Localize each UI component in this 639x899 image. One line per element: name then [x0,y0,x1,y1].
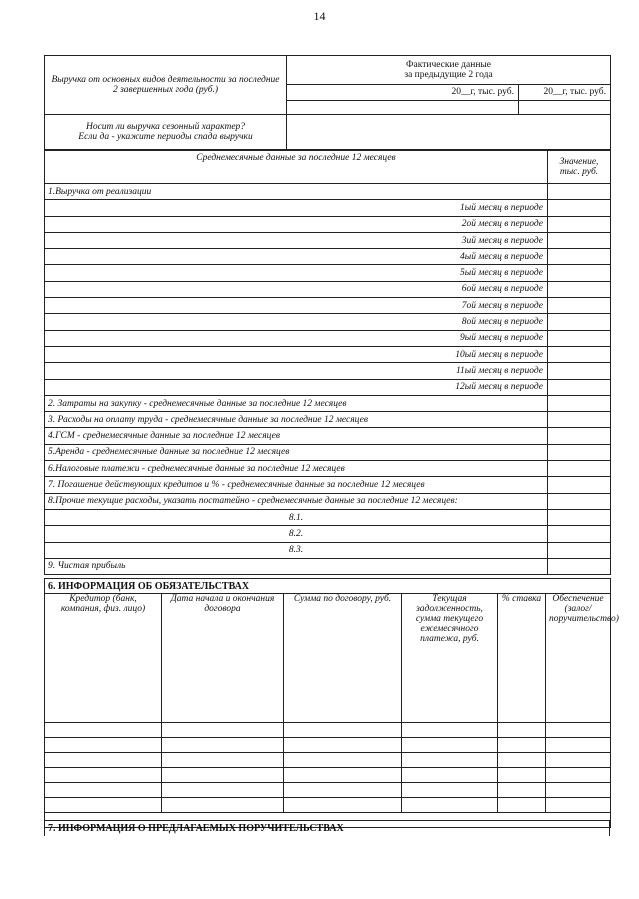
actual-header-line1: Фактические данные [406,59,492,70]
value-cell[interactable] [548,444,611,460]
obligations-title: 6. ИНФОРМАЦИЯ ОБ ОБЯЗАТЕЛЬСТВАХ [45,579,611,594]
table-cell[interactable] [498,723,546,738]
seasonal-label [45,115,287,150]
month-label: 7ой месяц в периоде [45,298,548,314]
value-cell[interactable] [548,200,611,216]
table-cell[interactable] [284,738,402,753]
year2-label: 20__г, тыс. руб. [519,84,611,100]
month-label: 3ий месяц в периоде [45,232,548,248]
value-cell[interactable] [548,298,611,314]
table-cell[interactable] [402,738,498,753]
value-cell[interactable] [548,395,611,411]
value-cell[interactable] [548,461,611,477]
month-label: 8ой месяц в периоде [45,314,548,330]
table-cell[interactable] [498,783,546,798]
table-cell[interactable] [546,768,611,783]
seasonal-answer-cell[interactable] [287,115,611,150]
guarantees-title: 7. ИНФОРМАЦИЯ О ПРЕДЛАГАЕМЫХ ПОРУЧИТЕЛЬСТВАХ [45,821,610,837]
table-cell[interactable] [162,738,284,753]
value-cell[interactable] [548,542,611,558]
table-cell[interactable] [45,798,162,813]
value-cell[interactable] [548,526,611,542]
month-label: 4ый месяц в периоде [45,249,548,265]
table-cell[interactable] [284,798,402,813]
table-cell[interactable] [498,753,546,768]
month-label: 10ый месяц в периоде [45,346,548,362]
sales-label: 1.Выручка от реализации [45,184,548,200]
table-cell[interactable] [402,768,498,783]
table-cell[interactable] [402,783,498,798]
value-cell[interactable] [548,558,611,574]
table-cell[interactable] [546,723,611,738]
table-cell[interactable] [498,798,546,813]
table-cell[interactable] [546,783,611,798]
obligations-table [44,578,619,828]
value-cell[interactable] [548,216,611,232]
month-label: 12ый месяц в периоде [45,379,548,395]
year2-value-cell[interactable] [519,101,611,115]
seasonal-label-line2: Если да - укажите периоды спада выручки [78,132,253,142]
table-cell[interactable] [162,798,284,813]
month-label: 5ый месяц в периоде [45,265,548,281]
revenue-table [44,55,611,150]
col-current-debt: Текущая задолженность, сумма текущего ежемесячного платежа, руб. [402,594,498,723]
seasonal-label-line1: Носит ли выручка сезонный характер? [85,122,246,132]
revenue-label: Выручка от основных видов деятельности за последние 2 завершенных года (руб.) [45,56,287,115]
value-header [548,151,611,184]
month-label: 9ый месяц в периоде [45,330,548,346]
value-cell[interactable] [548,265,611,281]
year1-value-cell[interactable] [287,101,519,115]
table-cell[interactable] [402,723,498,738]
expense-item-label: 8.Прочие текущие расходы, указать постатейно - среднемесячные данные за последние 12 месяцев: [45,493,548,509]
col-rate: % ставка [498,594,546,723]
subitem-label: 8.2. [45,526,548,542]
value-cell[interactable] [548,281,611,297]
table-cell[interactable] [162,723,284,738]
table-cell[interactable] [45,768,162,783]
expense-item-label: 7. Погашение действующих кредитов и % - среднемесячные данные за последние 12 месяцев [45,477,548,493]
col-contract-dates: Дата начала и окончания договора [162,594,284,723]
expense-item-label: 5.Аренда - среднемесячные данные за последние 12 месяцев [45,444,548,460]
month-label: 2ой месяц в периоде [45,216,548,232]
month-label: 6ой месяц в периоде [45,281,548,297]
value-header-line2: тыс. руб. [559,167,599,177]
table-cell[interactable] [45,783,162,798]
table-cell[interactable] [546,753,611,768]
value-cell[interactable] [548,428,611,444]
expense-item-label: 2. Затраты на закупку - среднемесячные данные за последние 12 месяцев [45,395,548,411]
subitem-label: 8.1. [45,509,548,525]
guarantees-table [44,820,610,836]
table-cell[interactable] [402,753,498,768]
table-cell[interactable] [284,783,402,798]
col-contract-sum: Сумма по договору, руб. [284,594,402,723]
table-cell[interactable] [45,753,162,768]
col-security: Обеспечение (залог/поручительство) [546,594,611,723]
value-cell[interactable] [548,363,611,379]
year1-label: 20__г, тыс. руб. [287,84,519,100]
table-cell[interactable] [162,768,284,783]
value-cell[interactable] [548,346,611,362]
actual-data-header [287,56,611,85]
monthly-header: Среднемесячные данные за последние 12 месяцев [45,151,548,184]
table-cell[interactable] [284,723,402,738]
expense-item-label: 4.ГСМ - среднемесячные данные за последние 12 месяцев [45,428,548,444]
month-label: 1ый месяц в периоде [45,200,548,216]
value-cell[interactable] [548,509,611,525]
value-cell[interactable] [548,330,611,346]
table-cell[interactable] [284,753,402,768]
table-cell[interactable] [498,768,546,783]
table-cell[interactable] [45,723,162,738]
value-header-line1: Значение, [559,157,599,167]
value-cell[interactable] [548,379,611,395]
value-cell[interactable] [548,314,611,330]
table-cell[interactable] [45,738,162,753]
expense-item-label: 6.Налоговые платежи - среднемесячные данные за последние 12 месяцев [45,461,548,477]
table-cell[interactable] [162,783,284,798]
expense-item-label: 3. Расходы на оплату труда - среднемесячные данные за последние 12 месяцев [45,412,548,428]
page-number: 14 [313,9,326,23]
subitem-label: 8.3. [45,542,548,558]
actual-header-line2: за предыдущие 2 года [404,69,493,80]
value-cell[interactable] [548,412,611,428]
value-cell[interactable] [548,493,611,509]
value-cell[interactable] [548,232,611,248]
table-cell[interactable] [284,768,402,783]
table-cell[interactable] [162,753,284,768]
table-cell[interactable] [546,798,611,813]
monthly-table [44,150,611,575]
value-cell[interactable] [548,184,611,200]
net-profit-label: 9. Чистая прибыль [45,558,548,574]
value-cell[interactable] [548,249,611,265]
col-creditor: Кредитор (банк, компания, физ. лицо) [45,594,162,723]
value-cell[interactable] [548,477,611,493]
table-cell[interactable] [402,798,498,813]
table-cell[interactable] [546,738,611,753]
table-cell[interactable] [498,738,546,753]
month-label: 11ый месяц в периоде [45,363,548,379]
